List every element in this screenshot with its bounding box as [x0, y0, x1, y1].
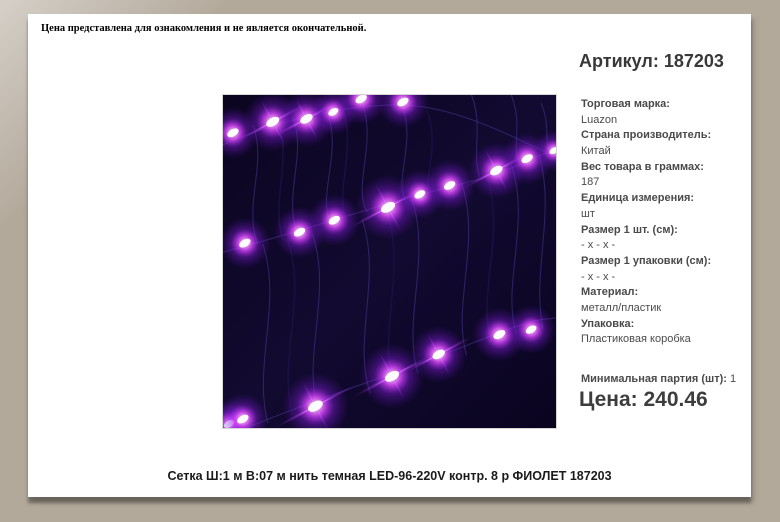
product-photo — [222, 94, 557, 429]
min-batch-row — [581, 373, 736, 385]
price-heading: Цена: 240.46 — [579, 388, 708, 411]
detail-value: - x - x - — [581, 239, 616, 252]
detail-label: Упаковка: — [581, 317, 635, 330]
detail-label: Единица измерения: — [581, 192, 695, 205]
led-net-image — [223, 95, 556, 428]
detail-value: - x - x - — [581, 270, 616, 283]
detail-value: Пластиковая коробка — [581, 333, 691, 346]
detail-label: Вес товара в граммах: — [581, 160, 704, 173]
led-bulb — [308, 194, 360, 246]
min-batch-value: 1 — [730, 373, 737, 385]
catalog-page — [28, 14, 751, 497]
led-bulb — [507, 305, 556, 354]
product-details — [581, 97, 751, 348]
min-batch-label: Минимальная партия (шт): — [581, 373, 727, 385]
product-title-caption: Сетка Ш:1 м В:07 м нить темная LED-96-220V контр. 8 р ФИОЛЕТ 187203 — [167, 469, 612, 483]
price-disclaimer: Цена представлена для ознакомления и не является окончательной. — [41, 23, 367, 34]
detail-value: Luazon — [581, 113, 618, 126]
detail-label: Страна производитель: — [581, 129, 712, 142]
detail-label: Размер 1 шт. (см): — [581, 223, 678, 236]
detail-value: металл/пластик — [581, 301, 662, 314]
detail-label: Размер 1 упаковки (см): — [581, 254, 712, 267]
detail-label: Материал: — [581, 286, 639, 299]
sku-heading: Артикул: 187203 — [579, 51, 724, 71]
detail-label: Торговая марка: — [581, 98, 670, 110]
detail-value: 187 — [581, 176, 600, 189]
detail-value: шт — [581, 207, 595, 220]
detail-value: Китай — [581, 145, 611, 158]
